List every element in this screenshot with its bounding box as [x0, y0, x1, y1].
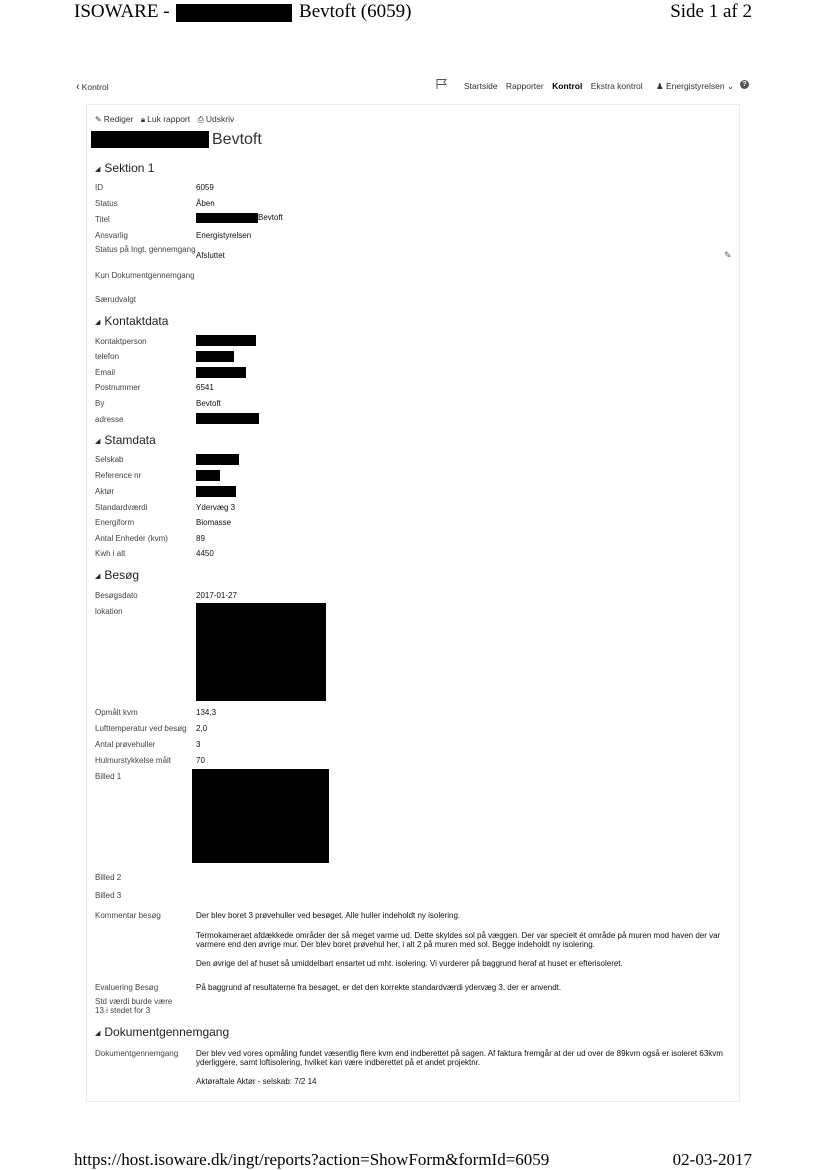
back-link-label: Kontrol [81, 82, 109, 92]
section-header-kontaktdata[interactable] [95, 314, 168, 328]
doc-paragraph: Aktøraftale Aktør - selskab: 7/2 14 [196, 1077, 317, 1086]
caret-icon: ◢ [95, 572, 101, 580]
field-label: By [95, 399, 105, 408]
redacted-block [196, 213, 258, 223]
section-header-stamdata[interactable] [95, 433, 156, 447]
redacted-block [196, 335, 256, 346]
lock-icon: 🔒︎ [140, 115, 146, 124]
field-label: Status [95, 199, 118, 208]
comment-paragraph: Termokameraet afdækkede områder der så meget varme ud. Dette skyldes sol på væggen. Der var specielt ét område på muren mod haven der var varmere end den øvrige mur. Der blev boret prøvehul her, i alt 2 på muren med sol. Begge indeholdt ny isolering. [196, 931, 721, 949]
field-value: 6541 [196, 383, 214, 392]
edit-icon: ✎ [95, 115, 102, 124]
location-map-image [196, 603, 326, 701]
field-label: Energiform [95, 518, 135, 527]
field-label: Std værdi burde være 13 i stedet for 3 [95, 997, 173, 1015]
main-nav [464, 81, 649, 91]
redacted-block [91, 131, 209, 148]
close-report-button[interactable] [141, 114, 190, 124]
print-header-prefix: ISOWARE - [74, 1, 170, 22]
field-label: Kun Dokumentgennemgang [95, 271, 195, 280]
print-header-page: Side 1 af 2 [670, 1, 752, 22]
photo-image [192, 769, 329, 863]
user-name: Energistyrelsen [666, 81, 725, 91]
field-value: 70 [196, 756, 205, 765]
print-header-title [74, 1, 411, 23]
field-value: 6059 [196, 183, 214, 192]
caret-icon: ◢ [95, 165, 101, 173]
field-label: Standardværdi [95, 503, 148, 512]
print-footer-url: https://host.isoware.dk/ingt/reports?action=ShowForm&formId=6059 [74, 1150, 550, 1169]
field-value: Afsluttet [196, 251, 225, 260]
back-link[interactable] [76, 81, 109, 93]
field-label: Kommentar besøg [95, 911, 161, 920]
field-label: telefon [95, 352, 120, 361]
page-title [91, 131, 262, 151]
section-header-dokumentgennemgang[interactable] [95, 1025, 229, 1039]
field-label: Særudvalgt [95, 295, 136, 304]
redacted-block [196, 470, 220, 481]
edit-button[interactable] [95, 114, 133, 124]
field-value: 2017-01-27 [196, 591, 237, 600]
comment-paragraph: Der blev boret 3 prøvehuller ved besøget. Alle huller indeholdt ny isolering. [196, 911, 461, 920]
comment-paragraph: Den øvrige del af huset så umiddelbart ensartet ud mht. isolering. Vi vurderer på baggrund heraf at huset er efterisoleret. [196, 959, 623, 968]
page-title-text: Bevtoft [212, 131, 262, 148]
field-label: Evaluering Besøg [95, 983, 159, 992]
caret-icon: ◢ [95, 318, 101, 326]
field-label: Ansvarlig [95, 231, 128, 240]
field-label: Status på Ingt. gennemgang [95, 245, 196, 254]
field-label: ID [95, 183, 103, 192]
report-panel [86, 104, 740, 1102]
print-header [74, 1, 752, 25]
field-value: 3 [196, 740, 201, 749]
section-header-besog[interactable] [95, 568, 139, 582]
print-button[interactable] [198, 114, 235, 124]
chevron-left-icon: ‹ [76, 81, 80, 93]
user-menu[interactable] [656, 81, 734, 92]
field-label: Email [95, 368, 116, 377]
redacted-block [196, 351, 234, 362]
nav-ekstra-kontrol[interactable]: Ekstra kontrol [590, 81, 643, 91]
pencil-icon[interactable]: ✎ [724, 250, 732, 260]
field-label: Hulmurstykkelse målt [95, 756, 172, 765]
field-label: Titel [95, 215, 110, 224]
field-value: 134,3 [196, 708, 217, 717]
redacted-block [196, 454, 239, 465]
titel-text: Bevtoft [258, 213, 283, 223]
field-label: Billed 1 [95, 772, 122, 781]
help-icon[interactable]: ? [740, 80, 749, 89]
user-icon: ♟ [656, 81, 664, 91]
field-label: Opmålt kvm [95, 708, 138, 717]
field-label: Lufttemperatur ved besøg [95, 724, 187, 733]
field-value: 2,0 [196, 724, 208, 733]
nav-rapporter[interactable]: Rapporter [505, 81, 544, 91]
field-label: Dokumentgennemgang [95, 1049, 179, 1058]
print-header-suffix: Bevtoft (6059) [299, 1, 412, 22]
section-title: Stamdata [104, 433, 156, 447]
section-header-sektion-1[interactable] [95, 161, 154, 175]
field-value: 4450 [196, 549, 214, 558]
nav-startside[interactable]: Startside [464, 81, 498, 91]
section-title: Sektion 1 [104, 161, 155, 175]
print-label: Udskriv [205, 114, 235, 124]
print-footer-date: 02-03-2017 [672, 1150, 752, 1169]
field-label: Antal Enheder (kvm) [95, 534, 168, 543]
doc-paragraph: Der blev ved vores opmåling fundet væsentlig flere kvm end indberettet på sagen. Af faktura fremgår at der ud over de 89kvm også er isoleret 63kvm yderliggere, samt loftisolering, hvilket kan være indberettet på et andet projektnr. [196, 1049, 723, 1067]
caret-icon: ◢ [95, 437, 101, 445]
caret-icon: ◢ [95, 1029, 101, 1037]
report-toolbar [95, 114, 239, 125]
field-label: Reference nr [95, 471, 142, 480]
top-navbar [76, 78, 752, 96]
field-label: Aktør [95, 487, 115, 496]
section-title: Dokumentgennemgang [104, 1025, 230, 1039]
field-value: Bevtoft [196, 399, 221, 408]
field-label: Billed 2 [95, 873, 122, 882]
flag-icon[interactable] [436, 78, 448, 90]
redacted-block [196, 367, 246, 378]
field-value-titel [196, 213, 283, 223]
field-value: 89 [196, 534, 205, 543]
field-label: Kontaktperson [95, 337, 147, 346]
field-value: Biomasse [196, 518, 232, 527]
field-value: På baggrund af resultaterne fra besøget, er det den korrekte standardværdi ydervæg 3, der er anvendt. [196, 983, 562, 992]
field-label: Billed 3 [95, 891, 122, 900]
print-icon: ⎙ [197, 115, 204, 124]
redacted-block [176, 4, 292, 22]
field-value: Åben [196, 199, 215, 208]
close-report-label: Luk rapport [147, 114, 191, 124]
field-value: Ydervæg 3 [196, 503, 236, 512]
chevron-down-icon: ⌄ [726, 81, 735, 91]
field-label: Besøgsdato [95, 591, 138, 600]
field-value: Energistyrelsen [196, 231, 252, 240]
edit-label: Rediger [103, 114, 134, 124]
field-label: lokation [95, 607, 123, 616]
redacted-block [196, 486, 236, 497]
field-label: Postnummer [95, 383, 141, 392]
field-label: adresse [95, 415, 124, 424]
section-title: Kontaktdata [104, 314, 169, 328]
field-label: Selskab [95, 455, 124, 464]
nav-kontrol[interactable]: Kontrol [552, 81, 583, 91]
section-title: Besøg [104, 568, 140, 582]
field-label: Antal prøvehuller [95, 740, 156, 749]
redacted-block [196, 413, 259, 424]
field-label: Kwh i alt [95, 549, 126, 558]
